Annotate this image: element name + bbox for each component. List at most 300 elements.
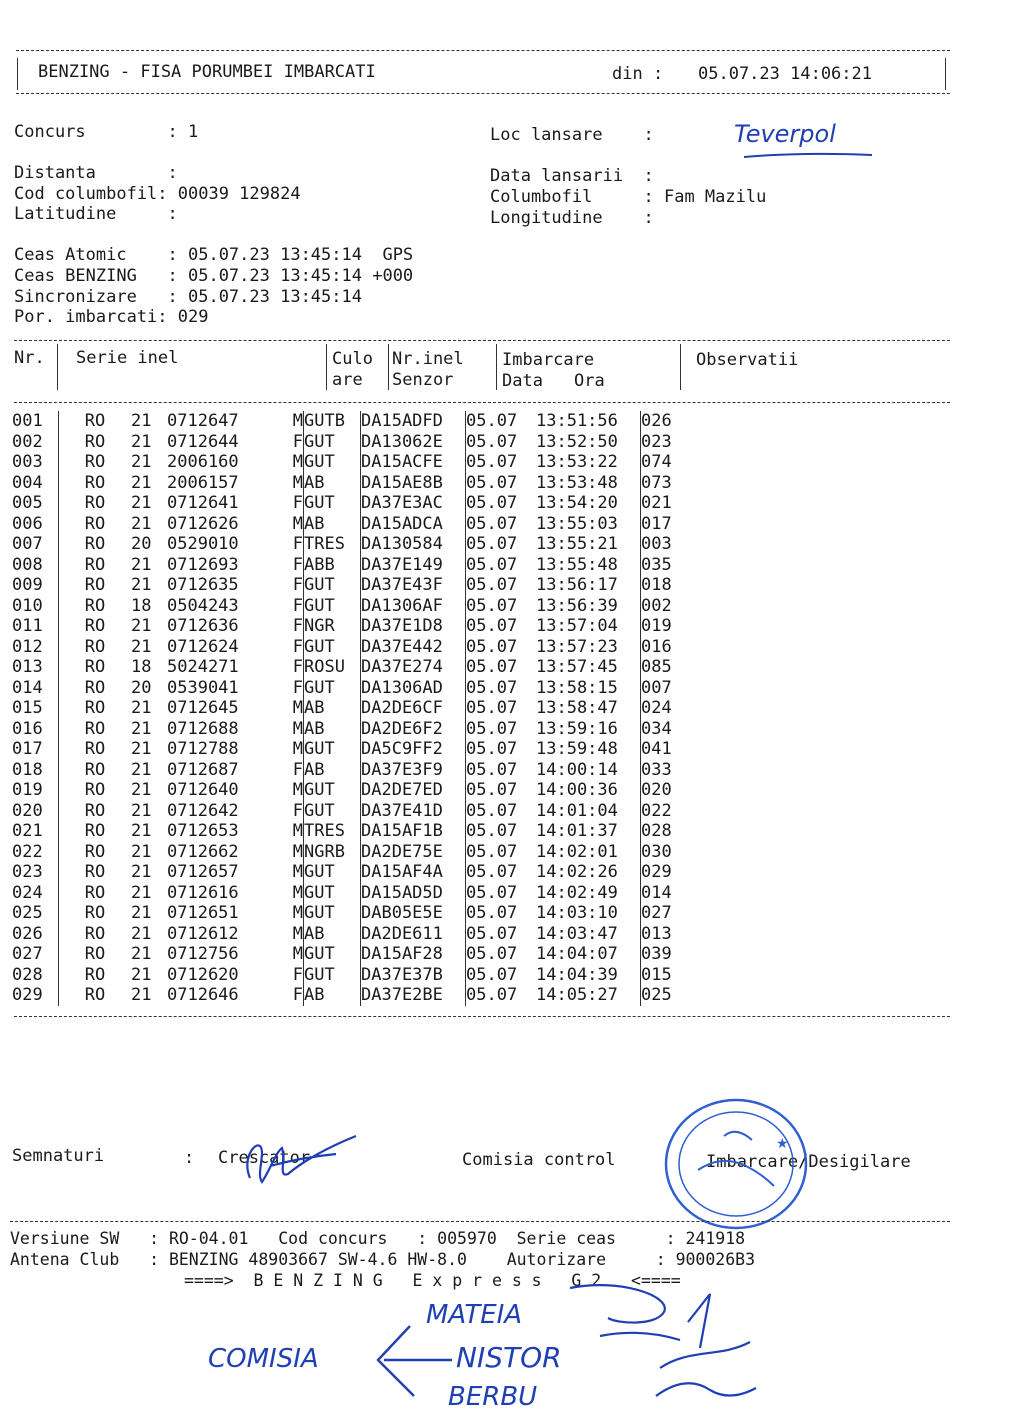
comisia-control-label: Comisia control bbox=[462, 1150, 616, 1170]
table-row bbox=[12, 514, 701, 535]
cell-boarding-date: 05.07 bbox=[466, 944, 518, 964]
cell-row-number: 012 bbox=[12, 636, 43, 657]
header-top-border bbox=[16, 50, 950, 51]
table-row bbox=[12, 985, 701, 1006]
cell-sensor-id: DA37E274 bbox=[361, 657, 443, 677]
longitudine-field: Longitudine : bbox=[490, 208, 654, 228]
cell-observatii: 020 bbox=[641, 780, 672, 800]
table-bottom-border bbox=[14, 1016, 950, 1017]
cell-sex: F bbox=[292, 657, 303, 677]
loc-lansare-underline bbox=[742, 148, 882, 162]
table-row bbox=[12, 780, 701, 801]
cell-color: GUT bbox=[304, 575, 335, 595]
cell-row-number: 026 bbox=[12, 923, 43, 944]
cell-boarding-time: 13:58:47 bbox=[536, 698, 618, 718]
table-row bbox=[12, 555, 701, 576]
cell-color: AB bbox=[304, 472, 325, 493]
cell-sex: M bbox=[292, 944, 303, 964]
cell-row-number: 008 bbox=[12, 554, 43, 575]
cell-ring-country: RO bbox=[84, 780, 106, 800]
cell-color: GUT bbox=[304, 739, 335, 759]
antena-club-line: Antena Club : BENZING 48903667 SW-4.6 HW-8.0 Autorizare : 900026B3 bbox=[10, 1250, 756, 1269]
col-sep-5 bbox=[680, 344, 681, 390]
cell-sensor-id: DA15AF28 bbox=[361, 944, 443, 964]
cell-ring-country: RO bbox=[84, 964, 106, 985]
cell-observatii: 021 bbox=[641, 493, 672, 513]
cell-ring-year: 21 bbox=[131, 431, 152, 452]
table-row bbox=[12, 637, 701, 658]
cell-observatii: 024 bbox=[641, 698, 672, 718]
cell-sensor-id: DA15AD5D bbox=[361, 882, 443, 903]
cell-observatii: 039 bbox=[641, 944, 672, 964]
cell-boarding-date: 05.07 bbox=[466, 985, 518, 1005]
cell-boarding-date: 05.07 bbox=[466, 739, 518, 759]
svg-text:★: ★ bbox=[776, 1136, 789, 1152]
pigeons-table bbox=[12, 411, 701, 1006]
cell-observatii: 085 bbox=[641, 657, 672, 677]
cell-observatii: 016 bbox=[641, 636, 672, 657]
cell-ring-country: RO bbox=[84, 821, 106, 841]
cell-ring-year: 21 bbox=[131, 718, 152, 739]
sincronizare-field: Sincronizare : 05.07.23 13:45:14 bbox=[14, 287, 362, 307]
cell-row-number: 017 bbox=[12, 739, 43, 759]
cell-color: AB bbox=[304, 513, 325, 534]
cell-ring-number: 0712645 bbox=[167, 698, 239, 718]
cell-observatii: 019 bbox=[641, 616, 672, 636]
cell-sensor-id: DA2DE6CF bbox=[361, 698, 443, 718]
cell-ring-year: 21 bbox=[131, 882, 152, 903]
cell-color: GUT bbox=[304, 964, 335, 985]
cell-sensor-id: DA37E149 bbox=[361, 554, 443, 575]
cell-color: GUT bbox=[304, 636, 335, 657]
cell-boarding-time: 14:01:04 bbox=[536, 800, 618, 821]
footer-top-border bbox=[10, 1221, 950, 1222]
cell-color: TRES bbox=[304, 534, 345, 554]
table-row bbox=[12, 924, 701, 945]
cell-color: GUT bbox=[304, 452, 335, 472]
ceas-atomic-field: Ceas Atomic : 05.07.23 13:45:14 GPS bbox=[14, 245, 414, 265]
cell-ring-year: 18 bbox=[131, 595, 152, 616]
latitudine-field: Latitudine : bbox=[14, 204, 178, 224]
cell-ring-country: RO bbox=[84, 903, 106, 923]
cell-ring-number: 0712688 bbox=[167, 718, 239, 739]
semnaturi-label: Semnaturi bbox=[12, 1146, 105, 1166]
col-header-ora: Ora bbox=[574, 371, 605, 391]
cell-boarding-time: 14:02:01 bbox=[536, 841, 618, 862]
cell-sensor-id: DA37E3F9 bbox=[361, 759, 443, 780]
cell-sex: M bbox=[292, 923, 303, 944]
cell-observatii: 033 bbox=[641, 759, 672, 780]
cell-ring-year: 21 bbox=[131, 616, 152, 636]
cell-ring-country: RO bbox=[84, 595, 106, 616]
cell-boarding-time: 13:55:48 bbox=[536, 554, 618, 575]
cell-boarding-date: 05.07 bbox=[466, 698, 518, 718]
table-row bbox=[12, 965, 701, 986]
cell-row-number: 011 bbox=[12, 616, 43, 636]
cell-ring-country: RO bbox=[84, 472, 106, 493]
cell-boarding-date: 05.07 bbox=[466, 493, 518, 513]
cell-ring-year: 21 bbox=[131, 472, 152, 493]
cell-ring-number: 0712612 bbox=[167, 923, 239, 944]
table-row bbox=[12, 698, 701, 719]
cell-ring-number: 0712756 bbox=[167, 944, 239, 964]
benzing-express-line: ====> B E N Z I N G E x p r e s s G 2 <==== bbox=[184, 1271, 681, 1290]
cell-row-number: 009 bbox=[12, 575, 43, 595]
cell-boarding-time: 13:53:48 bbox=[536, 472, 618, 493]
cell-color: ABB bbox=[304, 554, 335, 575]
cell-sensor-id: DA15AF4A bbox=[361, 862, 443, 882]
cell-color: GUT bbox=[304, 595, 335, 616]
cell-boarding-time: 13:59:16 bbox=[536, 718, 618, 739]
cell-row-number: 016 bbox=[12, 718, 43, 739]
cell-color: AB bbox=[304, 698, 325, 718]
cell-sex: F bbox=[292, 431, 303, 452]
table-row bbox=[12, 432, 701, 453]
cell-ring-country: RO bbox=[84, 554, 106, 575]
semnaturi-colon: : bbox=[184, 1148, 195, 1168]
col-header-observatii: Observatii bbox=[696, 350, 799, 370]
cell-observatii: 003 bbox=[641, 534, 672, 554]
cell-sex: M bbox=[292, 780, 303, 800]
cell-ring-year: 21 bbox=[131, 575, 152, 595]
table-row bbox=[12, 493, 701, 514]
cell-color: NGRB bbox=[304, 841, 345, 862]
cell-sensor-id: DA1306AF bbox=[361, 595, 443, 616]
cell-boarding-date: 05.07 bbox=[466, 534, 518, 554]
cell-sex: F bbox=[292, 759, 303, 780]
cell-boarding-time: 13:53:22 bbox=[536, 452, 618, 472]
concurs-field: Concurs : 1 bbox=[14, 122, 199, 142]
table-row bbox=[12, 616, 701, 637]
cell-sex: M bbox=[292, 739, 303, 759]
cell-ring-country: RO bbox=[84, 411, 106, 431]
cell-ring-country: RO bbox=[84, 616, 106, 636]
cell-ring-number: 0712788 bbox=[167, 739, 239, 759]
cell-ring-number: 5024271 bbox=[167, 657, 239, 677]
cell-sex: F bbox=[292, 575, 303, 595]
cell-row-number: 025 bbox=[12, 903, 43, 923]
cell-ring-number: 0712651 bbox=[167, 903, 239, 923]
cell-color: GUT bbox=[304, 882, 335, 903]
cell-sex: M bbox=[292, 903, 303, 923]
cell-color: GUT bbox=[304, 493, 335, 513]
handwritten-comisia: COMISIA bbox=[208, 1344, 319, 1374]
cell-boarding-date: 05.07 bbox=[466, 636, 518, 657]
cell-sex: M bbox=[292, 472, 303, 493]
col-header-imbarcare: Imbarcare bbox=[502, 350, 595, 370]
col-header-are: are bbox=[332, 370, 363, 390]
cell-row-number: 014 bbox=[12, 677, 43, 698]
cell-boarding-time: 13:51:56 bbox=[536, 411, 618, 431]
cell-sensor-id: DA2DE75E bbox=[361, 841, 443, 862]
cell-sex: M bbox=[292, 821, 303, 841]
cell-boarding-time: 14:02:49 bbox=[536, 882, 618, 903]
cell-observatii: 017 bbox=[641, 513, 672, 534]
cell-color: GUT bbox=[304, 431, 335, 452]
table-row bbox=[12, 473, 701, 494]
cell-ring-year: 21 bbox=[131, 841, 152, 862]
cell-boarding-date: 05.07 bbox=[466, 759, 518, 780]
table-header-top-border bbox=[14, 340, 950, 341]
cell-boarding-time: 13:57:23 bbox=[536, 636, 618, 657]
cell-row-number: 018 bbox=[12, 759, 43, 780]
cell-sex: M bbox=[292, 698, 303, 718]
cell-ring-year: 21 bbox=[131, 513, 152, 534]
cell-sex: F bbox=[292, 636, 303, 657]
cell-ring-number: 0712693 bbox=[167, 554, 239, 575]
header-bottom-border bbox=[16, 93, 950, 94]
cell-boarding-date: 05.07 bbox=[466, 411, 518, 431]
cell-sensor-id: DA37E442 bbox=[361, 636, 443, 657]
table-row bbox=[12, 534, 701, 555]
cell-ring-number: 0712657 bbox=[167, 862, 239, 882]
cell-ring-country: RO bbox=[84, 657, 106, 677]
cell-boarding-time: 13:55:21 bbox=[536, 534, 618, 554]
cell-sensor-id: DA15AF1B bbox=[361, 821, 443, 841]
cell-ring-year: 21 bbox=[131, 903, 152, 923]
cell-ring-year: 21 bbox=[131, 493, 152, 513]
cell-ring-country: RO bbox=[84, 923, 106, 944]
table-row bbox=[12, 657, 701, 678]
col-header-nr-inel: Nr.inel bbox=[392, 349, 464, 369]
header-right-border bbox=[945, 58, 946, 90]
table-row bbox=[12, 862, 701, 883]
columbofil-field: Columbofil : Fam Mazilu bbox=[490, 187, 767, 207]
cell-boarding-date: 05.07 bbox=[466, 841, 518, 862]
cell-observatii: 026 bbox=[641, 411, 672, 431]
col-header-culo: Culo bbox=[332, 349, 373, 369]
por-imbarcati-field: Por. imbarcati: 029 bbox=[14, 307, 209, 327]
cell-ring-number: 0712653 bbox=[167, 821, 239, 841]
cell-sensor-id: DA37E3AC bbox=[361, 493, 443, 513]
cell-color: GUT bbox=[304, 800, 335, 821]
cell-ring-number: 0712641 bbox=[167, 493, 239, 513]
cell-color: GUT bbox=[304, 677, 335, 698]
cell-sensor-id: DA37E43F bbox=[361, 575, 443, 595]
cell-row-number: 024 bbox=[12, 882, 43, 903]
cod-columbofil-field: Cod columbofil: 00039 129824 bbox=[14, 184, 301, 204]
cell-sensor-id: DA15AE8B bbox=[361, 472, 443, 493]
table-row bbox=[12, 903, 701, 924]
cell-boarding-date: 05.07 bbox=[466, 964, 518, 985]
cell-boarding-date: 05.07 bbox=[466, 575, 518, 595]
cell-sensor-id: DA37E1D8 bbox=[361, 616, 443, 636]
cell-boarding-date: 05.07 bbox=[466, 554, 518, 575]
table-row bbox=[12, 411, 701, 432]
cell-row-number: 028 bbox=[12, 964, 43, 985]
cell-sensor-id: DA15ACFE bbox=[361, 452, 443, 472]
cell-ring-number: 0712640 bbox=[167, 780, 239, 800]
versiune-sw-line: Versiune SW : RO-04.01 Cod concurs : 005970 Serie ceas : 241918 bbox=[10, 1229, 746, 1248]
cell-ring-country: RO bbox=[84, 452, 106, 472]
table-row bbox=[12, 719, 701, 740]
cell-sex: F bbox=[292, 800, 303, 821]
table-row bbox=[12, 883, 701, 904]
col-header-nr: Nr. bbox=[14, 348, 45, 368]
cell-boarding-date: 05.07 bbox=[466, 882, 518, 903]
cell-boarding-date: 05.07 bbox=[466, 821, 518, 841]
header-left-border bbox=[17, 58, 18, 90]
cell-boarding-time: 13:57:45 bbox=[536, 657, 618, 677]
cell-observatii: 027 bbox=[641, 903, 672, 923]
cell-ring-number: 0712624 bbox=[167, 636, 239, 657]
cell-sex: F bbox=[292, 964, 303, 985]
cell-boarding-time: 14:04:39 bbox=[536, 964, 618, 985]
cell-ring-number: 0539041 bbox=[167, 677, 239, 698]
cell-row-number: 021 bbox=[12, 821, 43, 841]
cell-observatii: 014 bbox=[641, 882, 672, 903]
cell-row-number: 022 bbox=[12, 841, 43, 862]
cell-boarding-date: 05.07 bbox=[466, 595, 518, 616]
cell-color: ROSU bbox=[304, 657, 345, 677]
cell-ring-country: RO bbox=[84, 718, 106, 739]
cell-sensor-id: DA37E37B bbox=[361, 964, 443, 985]
cell-boarding-time: 13:57:04 bbox=[536, 616, 618, 636]
cell-ring-year: 21 bbox=[131, 862, 152, 882]
cell-ring-country: RO bbox=[84, 759, 106, 780]
cell-sensor-id: DA13062E bbox=[361, 431, 443, 452]
table-row bbox=[12, 801, 701, 822]
cell-boarding-time: 14:00:36 bbox=[536, 780, 618, 800]
cell-ring-year: 21 bbox=[131, 800, 152, 821]
cell-sex: M bbox=[292, 452, 303, 472]
cell-row-number: 015 bbox=[12, 698, 43, 718]
cell-ring-year: 21 bbox=[131, 698, 152, 718]
cell-boarding-time: 13:54:20 bbox=[536, 493, 618, 513]
cell-boarding-time: 14:03:10 bbox=[536, 903, 618, 923]
cell-row-number: 027 bbox=[12, 944, 43, 964]
cell-row-number: 019 bbox=[12, 780, 43, 800]
cell-ring-year: 21 bbox=[131, 636, 152, 657]
cell-color: NGR bbox=[304, 616, 335, 636]
cell-boarding-date: 05.07 bbox=[466, 472, 518, 493]
cell-boarding-time: 13:52:50 bbox=[536, 431, 618, 452]
cell-boarding-time: 14:04:07 bbox=[536, 944, 618, 964]
cell-ring-country: RO bbox=[84, 431, 106, 452]
imbarcare-desigilare-label: Imbarcare/Desigilare bbox=[706, 1152, 911, 1172]
cell-row-number: 007 bbox=[12, 534, 43, 554]
cell-observatii: 022 bbox=[641, 800, 672, 821]
cell-row-number: 001 bbox=[12, 411, 43, 431]
table-row bbox=[12, 944, 701, 965]
cell-sensor-id: DA2DE6F2 bbox=[361, 718, 443, 739]
cell-boarding-time: 13:59:48 bbox=[536, 739, 618, 759]
cell-boarding-time: 13:56:17 bbox=[536, 575, 618, 595]
table-row bbox=[12, 452, 701, 473]
cell-observatii: 073 bbox=[641, 472, 672, 493]
cell-sensor-id: DA5C9FF2 bbox=[361, 739, 443, 759]
cell-ring-year: 20 bbox=[131, 677, 152, 698]
cell-boarding-date: 05.07 bbox=[466, 431, 518, 452]
cell-color: AB bbox=[304, 985, 325, 1005]
cell-observatii: 035 bbox=[641, 554, 672, 575]
din-label: din : bbox=[612, 64, 664, 84]
cell-observatii: 030 bbox=[641, 841, 672, 862]
ceas-benzing-field: Ceas BENZING : 05.07.23 13:45:14 +000 bbox=[14, 266, 414, 286]
cell-ring-number: 0712620 bbox=[167, 964, 239, 985]
table-header-bottom-border bbox=[14, 402, 950, 403]
cell-ring-year: 21 bbox=[131, 411, 152, 431]
cell-observatii: 018 bbox=[641, 575, 672, 595]
handwritten-signatures-scribble bbox=[560, 1278, 760, 1418]
cell-color: GUTB bbox=[304, 411, 345, 431]
cell-ring-number: 0712646 bbox=[167, 985, 239, 1005]
cell-row-number: 003 bbox=[12, 452, 43, 472]
table-row bbox=[12, 739, 701, 760]
cell-color: TRES bbox=[304, 821, 345, 841]
cell-ring-year: 21 bbox=[131, 964, 152, 985]
cell-boarding-date: 05.07 bbox=[466, 862, 518, 882]
col-sep-3 bbox=[388, 344, 389, 390]
table-row bbox=[12, 842, 701, 863]
cell-observatii: 029 bbox=[641, 862, 672, 882]
cell-sensor-id: DA130584 bbox=[361, 534, 443, 554]
cell-ring-number: 0712626 bbox=[167, 513, 239, 534]
distanta-field: Distanta : bbox=[14, 163, 178, 183]
cell-boarding-date: 05.07 bbox=[466, 513, 518, 534]
table-row bbox=[12, 596, 701, 617]
table-row bbox=[12, 575, 701, 596]
cell-row-number: 029 bbox=[12, 985, 43, 1005]
cell-sex: M bbox=[292, 513, 303, 534]
data-lansarii-field: Data lansarii : bbox=[490, 166, 654, 186]
cell-ring-country: RO bbox=[84, 985, 106, 1005]
cell-boarding-time: 14:01:37 bbox=[536, 821, 618, 841]
cell-sensor-id: DA15ADFD bbox=[361, 411, 443, 431]
cell-observatii: 015 bbox=[641, 964, 672, 985]
cell-ring-number: 0712616 bbox=[167, 882, 239, 903]
cell-ring-year: 21 bbox=[131, 780, 152, 800]
cell-boarding-date: 05.07 bbox=[466, 616, 518, 636]
cell-ring-number: 2006157 bbox=[167, 472, 239, 493]
cell-ring-country: RO bbox=[84, 882, 106, 903]
cell-ring-number: 2006160 bbox=[167, 452, 239, 472]
cell-color: GUT bbox=[304, 903, 335, 923]
cell-ring-year: 21 bbox=[131, 739, 152, 759]
col-sep-4 bbox=[496, 344, 497, 390]
cell-ring-number: 0712647 bbox=[167, 411, 239, 431]
handwritten-name-3: BERBU bbox=[448, 1382, 538, 1412]
cell-observatii: 023 bbox=[641, 431, 672, 452]
loc-lansare-field: Loc lansare : bbox=[490, 125, 654, 145]
cell-boarding-time: 14:05:27 bbox=[536, 985, 618, 1005]
handwritten-arrow bbox=[370, 1318, 460, 1402]
cell-boarding-time: 13:58:15 bbox=[536, 677, 618, 698]
cell-row-number: 002 bbox=[12, 431, 43, 452]
cell-sex: F bbox=[292, 616, 303, 636]
cell-observatii: 034 bbox=[641, 718, 672, 739]
cell-observatii: 041 bbox=[641, 739, 672, 759]
cell-ring-year: 21 bbox=[131, 759, 152, 780]
cell-color: GUT bbox=[304, 944, 335, 964]
cell-boarding-date: 05.07 bbox=[466, 923, 518, 944]
cell-ring-number: 0712662 bbox=[167, 841, 239, 862]
cell-color: AB bbox=[304, 759, 325, 780]
cell-boarding-time: 13:55:03 bbox=[536, 513, 618, 534]
cell-ring-number: 0712642 bbox=[167, 800, 239, 821]
cell-sensor-id: DA37E2BE bbox=[361, 985, 443, 1005]
cell-ring-number: 0712635 bbox=[167, 575, 239, 595]
cell-ring-year: 21 bbox=[131, 985, 152, 1005]
cell-sex: F bbox=[292, 554, 303, 575]
cell-ring-country: RO bbox=[84, 575, 106, 595]
col-header-senzor: Senzor bbox=[392, 370, 454, 390]
cell-ring-country: RO bbox=[84, 636, 106, 657]
cell-sex: M bbox=[292, 841, 303, 862]
cell-observatii: 007 bbox=[641, 677, 672, 698]
cell-boarding-date: 05.07 bbox=[466, 903, 518, 923]
cell-row-number: 013 bbox=[12, 657, 43, 677]
